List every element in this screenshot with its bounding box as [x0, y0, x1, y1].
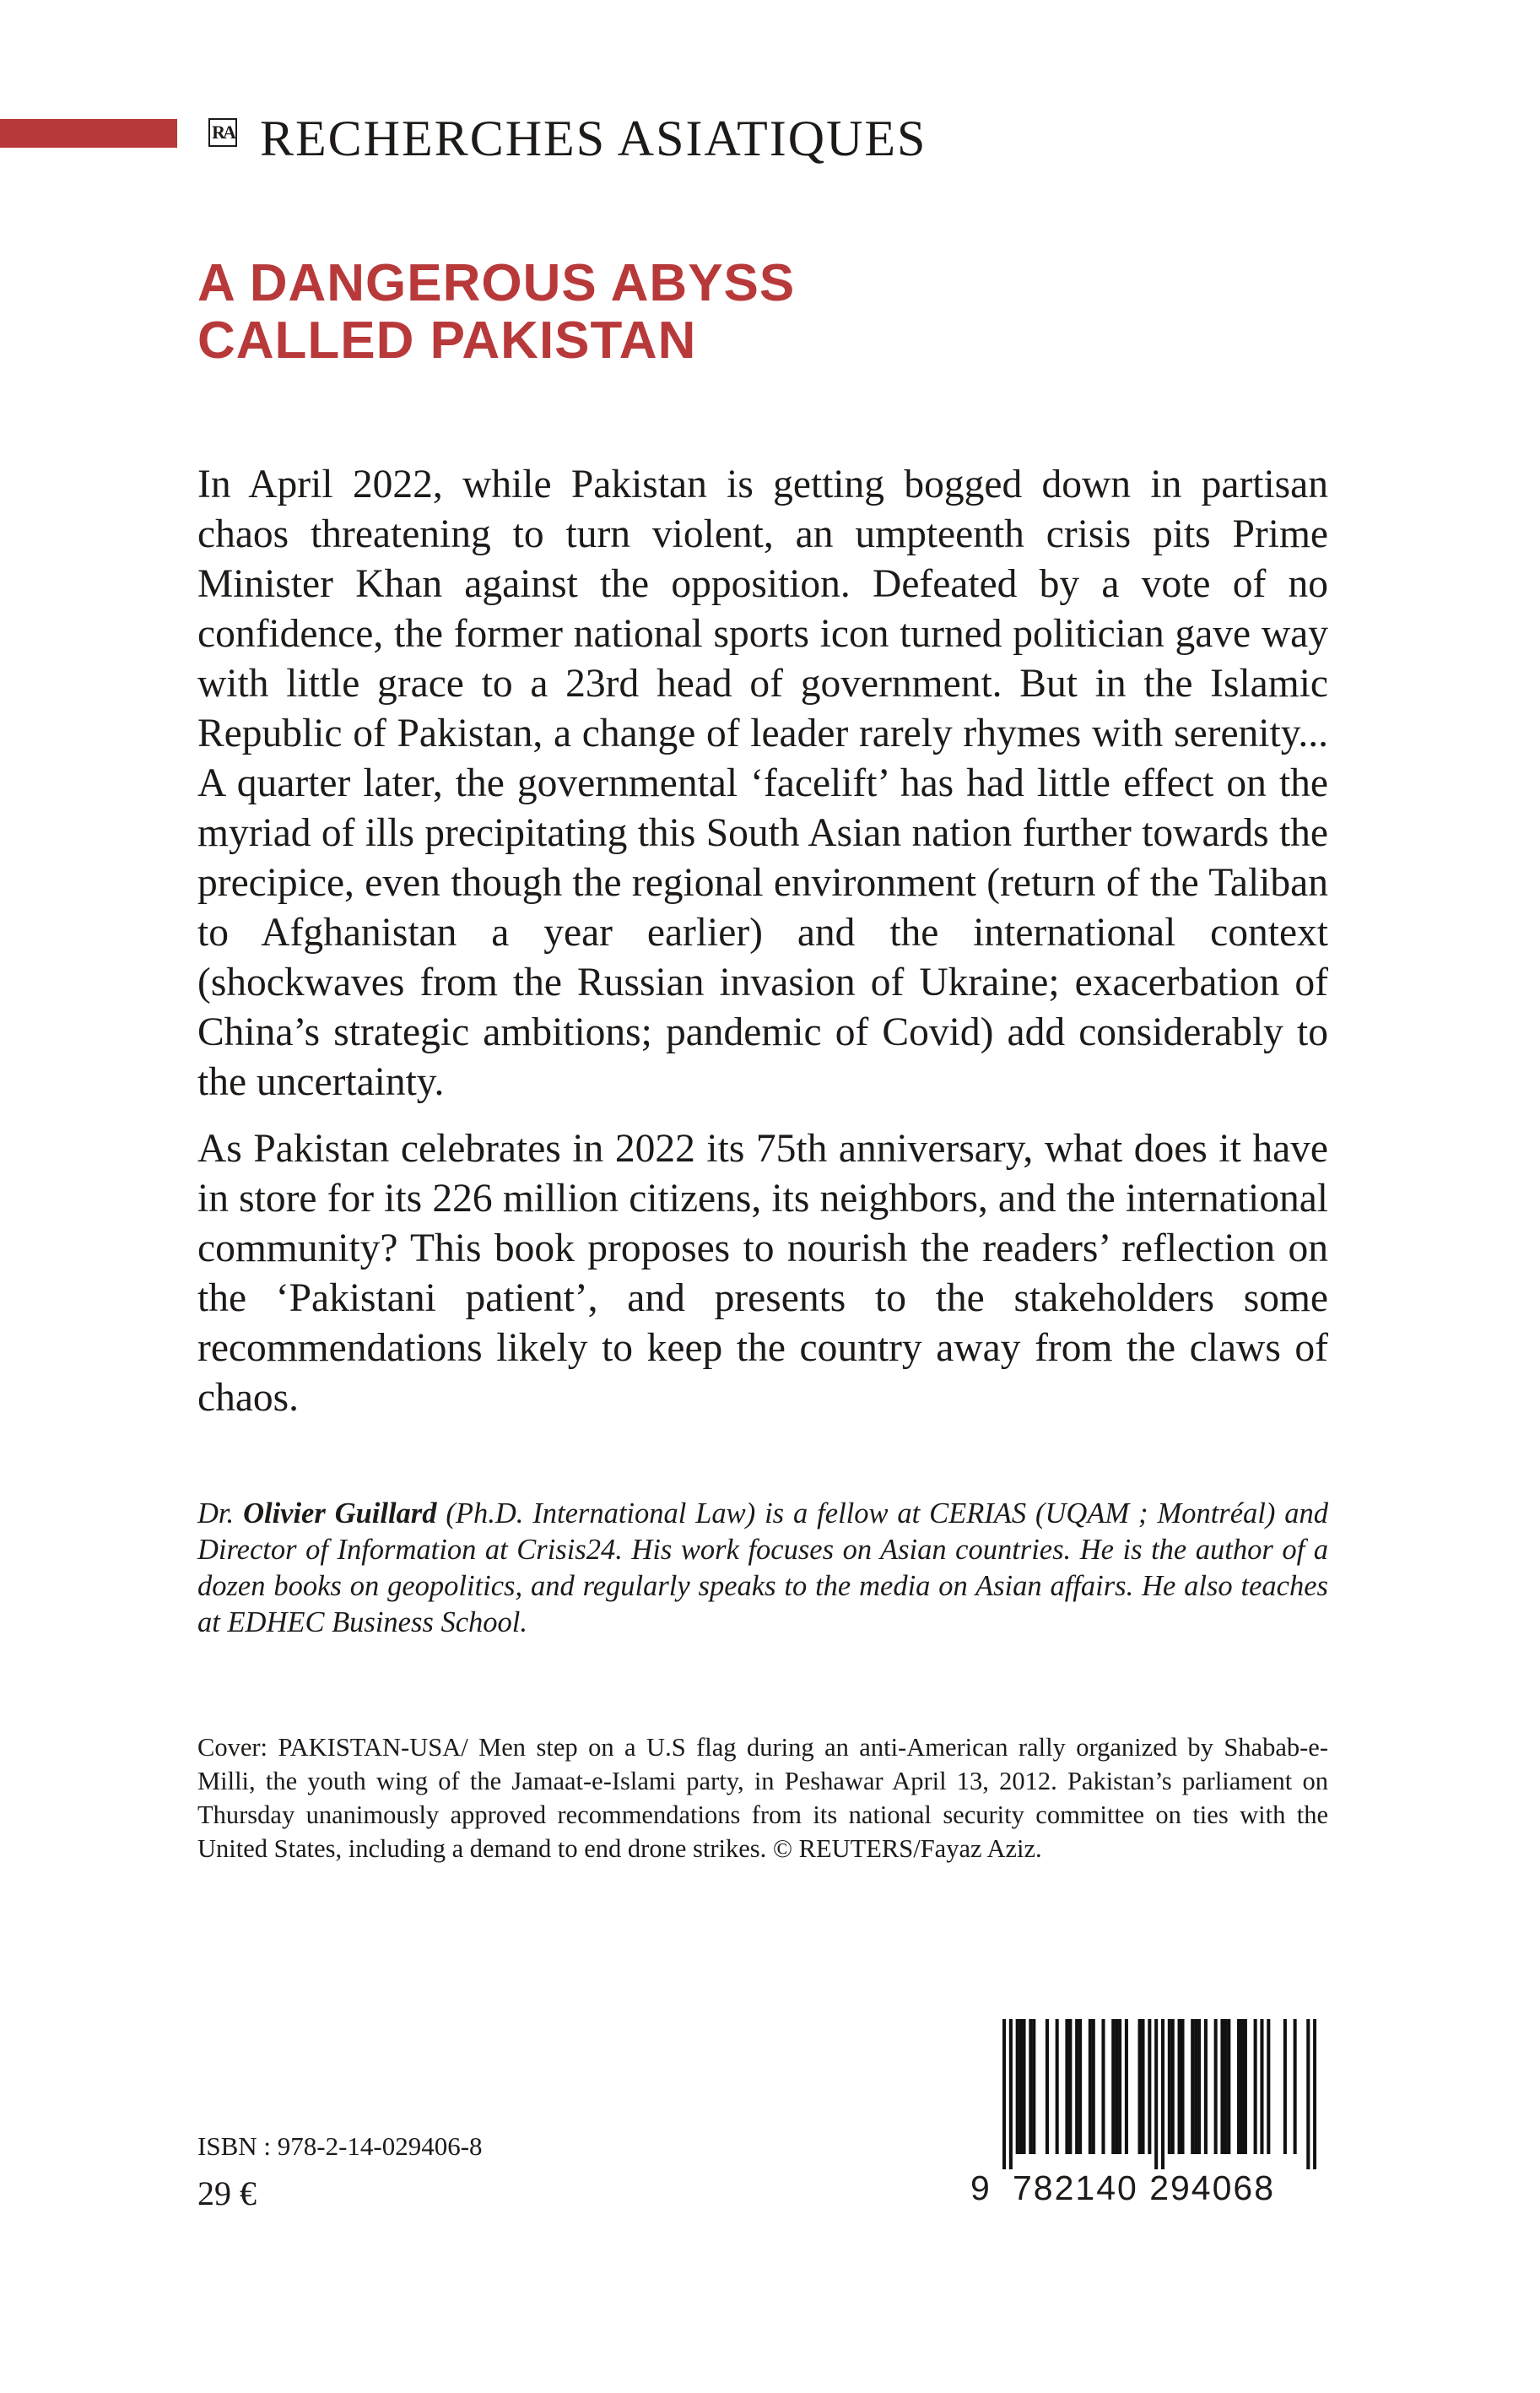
barcode-bar	[1019, 2019, 1023, 2154]
barcode-bar	[1089, 2019, 1092, 2154]
barcode-bar	[1267, 2019, 1270, 2154]
barcode-bar	[1065, 2019, 1068, 2154]
barcode-bar	[1075, 2019, 1078, 2154]
author-prefix: Dr.	[197, 1497, 235, 1529]
barcode	[1002, 2019, 1316, 2169]
publisher-logo: RA	[208, 118, 237, 147]
barcode-bar	[1181, 2019, 1184, 2154]
barcode-bar	[1115, 2019, 1118, 2154]
barcode-bar	[1254, 2019, 1257, 2154]
barcode-bar	[1148, 2019, 1151, 2154]
barcode-bar	[1141, 2019, 1144, 2154]
barcode-bar	[1168, 2019, 1171, 2154]
synopsis-paragraph-2: As Pakistan celebrates in 2022 its 75th anniversary, what does it have in store for its 226 million citizens, its neighbors, and the international community? This book proposes to nourish the readers’ reflection on the ‘Pakistani patient’, and presents to the stakeholders some recommendations likely to keep the country away from the claws of chaos.	[197, 1127, 1328, 1420]
barcode-bar	[1191, 2019, 1194, 2154]
book-title	[197, 255, 795, 370]
barcode-bar	[1118, 2019, 1121, 2154]
barcode-bar	[1244, 2019, 1247, 2154]
barcode-bar	[1214, 2019, 1218, 2154]
barcode-bar	[1111, 2019, 1115, 2154]
barcode-bar	[1224, 2019, 1227, 2154]
barcode-bar	[1046, 2019, 1049, 2154]
barcode-guard-bar	[1002, 2019, 1006, 2169]
barcode-bar	[1068, 2019, 1072, 2154]
barcode-bar	[1227, 2019, 1230, 2154]
barcode-guard-bar	[1306, 2019, 1310, 2169]
author-name: Olivier Guillard	[243, 1497, 437, 1529]
barcode-bar	[1260, 2019, 1263, 2154]
barcode-bar	[1092, 2019, 1095, 2154]
barcode-guard-bar	[1161, 2019, 1164, 2169]
series-name: RECHERCHES ASIATIQUES	[260, 111, 927, 166]
barcode-bar	[1194, 2019, 1197, 2154]
barcode-bar	[1204, 2019, 1208, 2154]
barcode-bar	[1237, 2019, 1240, 2154]
isbn: ISBN : 978-2-14-029406-8	[197, 2131, 483, 2161]
barcode-bar	[1294, 2019, 1297, 2154]
barcode-bar	[1125, 2019, 1128, 2154]
barcode-bar	[1138, 2019, 1142, 2154]
barcode-bar	[1032, 2019, 1035, 2154]
barcode-bar	[1240, 2019, 1244, 2154]
barcode-guard-bar	[1009, 2019, 1013, 2169]
barcode-bar	[1171, 2019, 1175, 2154]
header-accent-bar	[0, 119, 177, 148]
author-bio	[197, 1496, 1328, 1641]
barcode-bar	[1056, 2019, 1059, 2154]
author-bio-text: (Ph.D. International Law) is a fellow at CERIAS (UQAM ; Montréal) and Director of Information at Crisis24. His work focuses on Asian countries. He is the author of a dozen books on geopolitics, and regularly speaks to the media on Asian affairs. He also teaches at EDHEC Business School.	[197, 1497, 1328, 1638]
barcode-bar	[1016, 2019, 1019, 2154]
barcode-guard-bar	[1313, 2019, 1316, 2169]
barcode-bar	[1022, 2019, 1025, 2154]
synopsis-paragraph-1: In April 2022, while Pakistan is getting bogged down in partisan chaos threatening to turn violent, an umpteenth crisis pits Prime Minister Khan against the opposition. Defeated by a vote of no confidence, the former national sports icon turned politician gave way with little grace to a 23rd head of government. But in the Islamic Republic of Pakistan, a change of leader rarely rhymes with serenity... A quarter later, the governmental ‘facelift’ has had little effect on the myriad of ills precipitating this South Asian nation further towards the precipice, even though the regional environment (return of the Taliban to Afghanistan a year earlier) and the international context (shockwaves from the Russian invasion of Ukraine; exacerbation of China’s strategic ambitions; pandemic of Covid) add considerably to the uncertainty.	[197, 463, 1328, 1104]
barcode-bar	[1283, 2019, 1287, 2154]
barcode-bar	[1178, 2019, 1181, 2154]
barcode-bar	[1029, 2019, 1032, 2154]
price: 29 €	[197, 2174, 257, 2212]
book-title-line-2: CALLED PAKISTAN	[197, 311, 697, 370]
synopsis	[197, 460, 1328, 1440]
barcode-digit-first: 9	[970, 2168, 992, 2207]
barcode-bar	[1220, 2019, 1224, 2154]
barcode-bar	[1101, 2019, 1105, 2154]
cover-credit: Cover: PAKISTAN-USA/ Men step on a U.S flag during an anti-American rally organized by Shabab-e-Milli, the youth wing of the Jamaat-e-Islami party, in Peshawar April 13, 2012. Pakistan’s parliament on Thursday unanimously approved recommendations from its national security committee on ties with the United States, including a demand to end drone strikes. © REUTERS/Fayaz Aziz.	[197, 1733, 1328, 1863]
book-title-line-1: A DANGEROUS ABYSS	[197, 254, 796, 312]
barcode-guard-bar	[1154, 2019, 1158, 2169]
barcode-bar	[1078, 2019, 1082, 2154]
barcode-digits-rest: 782140 294068	[1013, 2168, 1276, 2207]
barcode-bar	[1197, 2019, 1201, 2154]
